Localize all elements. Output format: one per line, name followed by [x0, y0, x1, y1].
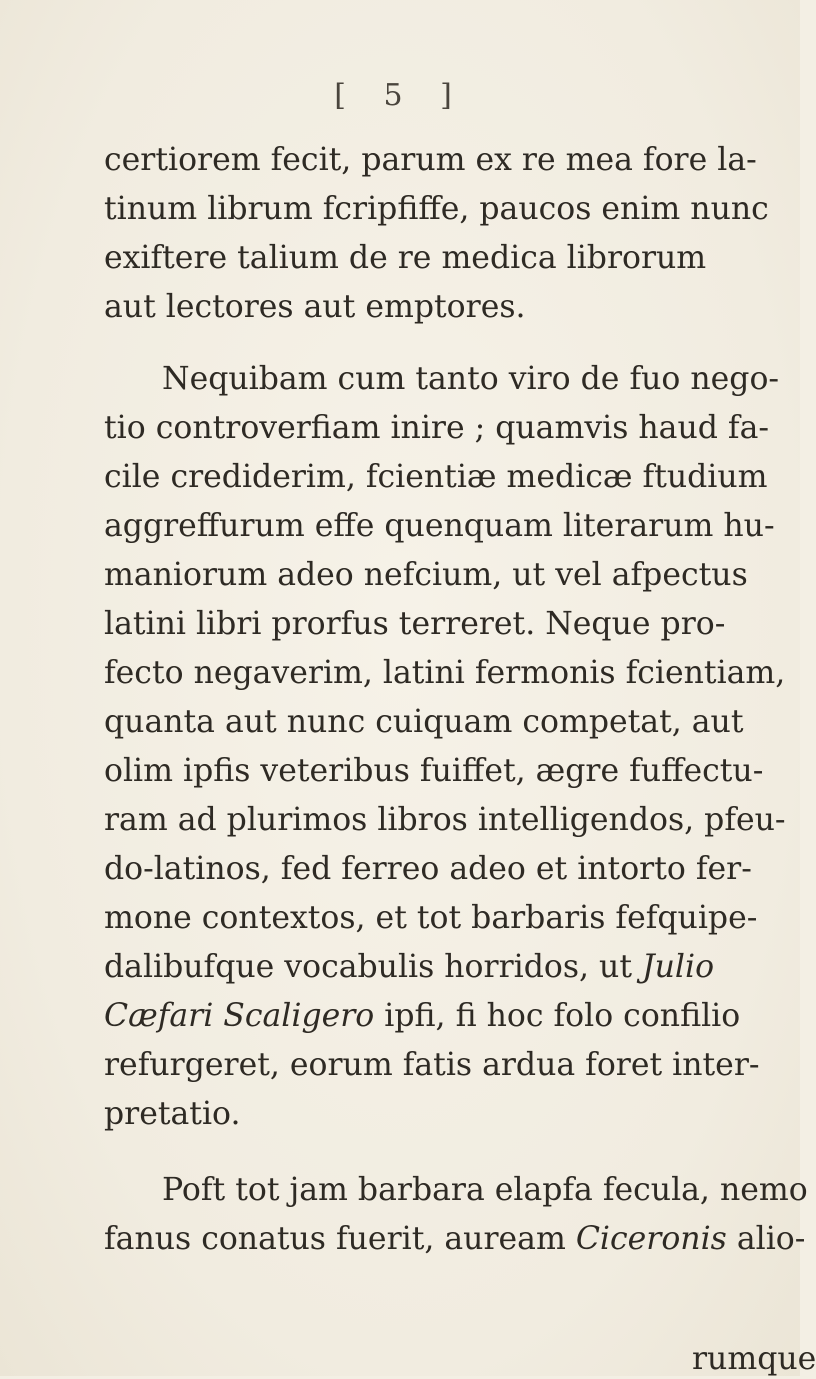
italic-name: Julio: [642, 949, 715, 985]
text-line: latini libri prorfus terreret. Neque pro-: [104, 606, 726, 642]
page-number-header: [ 5 ]: [334, 78, 466, 113]
text-line: refurgeret, eorum fatis ardua foret inter-: [104, 1047, 760, 1083]
text-line: fecto negaverim, latini fermonis fcientiam,: [104, 655, 786, 691]
text-line: aggreffurum effe quenquam literarum hu-: [104, 508, 775, 544]
catchword: rumque: [692, 1341, 816, 1377]
text-line: Poft tot jam barbara elapfa fecula, nemo: [162, 1172, 808, 1208]
text-line: mone contextos, et tot barbaris fefquipe-: [104, 900, 758, 936]
text-segment: dalibufque vocabulis horridos, ut: [104, 949, 642, 985]
text-line: do-latinos, fed ferreo adeo et intorto fer-: [104, 851, 752, 887]
text-line: certiorem fecit, parum ex re mea fore la-: [104, 142, 757, 178]
italic-name: Cæfari Scaligero: [104, 998, 375, 1034]
text-line: aut lectores aut emptores.: [104, 289, 526, 325]
text-segment: ipfi, fi hoc folo confilio: [374, 998, 741, 1034]
text-line: quanta aut nunc cuiquam competat, aut: [104, 704, 744, 740]
text-line: [104, 1219, 805, 1259]
text-line: pretatio.: [104, 1096, 241, 1132]
text-line: olim ipfis veteribus fuiffet, ægre fuffectu-: [104, 753, 764, 789]
text-line: Nequibam cum tanto viro de fuo nego-: [162, 361, 780, 397]
text-line: maniorum adeo nefcium, ut vel afpectus: [104, 557, 748, 593]
text-line: cile crediderim, fcientiæ medicæ ftudium: [104, 459, 768, 495]
text-line: tio controverfiam inire ; quamvis haud fa-: [104, 410, 769, 446]
text-line: tinum librum fcripfiffe, paucos enim nunc: [104, 191, 769, 227]
text-line: [104, 947, 714, 987]
text-line: exiftere talium de re medica librorum: [104, 240, 707, 276]
text-line: [104, 996, 740, 1036]
text-segment: alio-: [726, 1221, 806, 1257]
italic-name: Ciceronis: [575, 1221, 727, 1257]
text-segment: fanus conatus fuerit, auream: [104, 1221, 576, 1257]
text-line: ram ad plurimos libros intelligendos, pfeu-: [104, 802, 786, 838]
